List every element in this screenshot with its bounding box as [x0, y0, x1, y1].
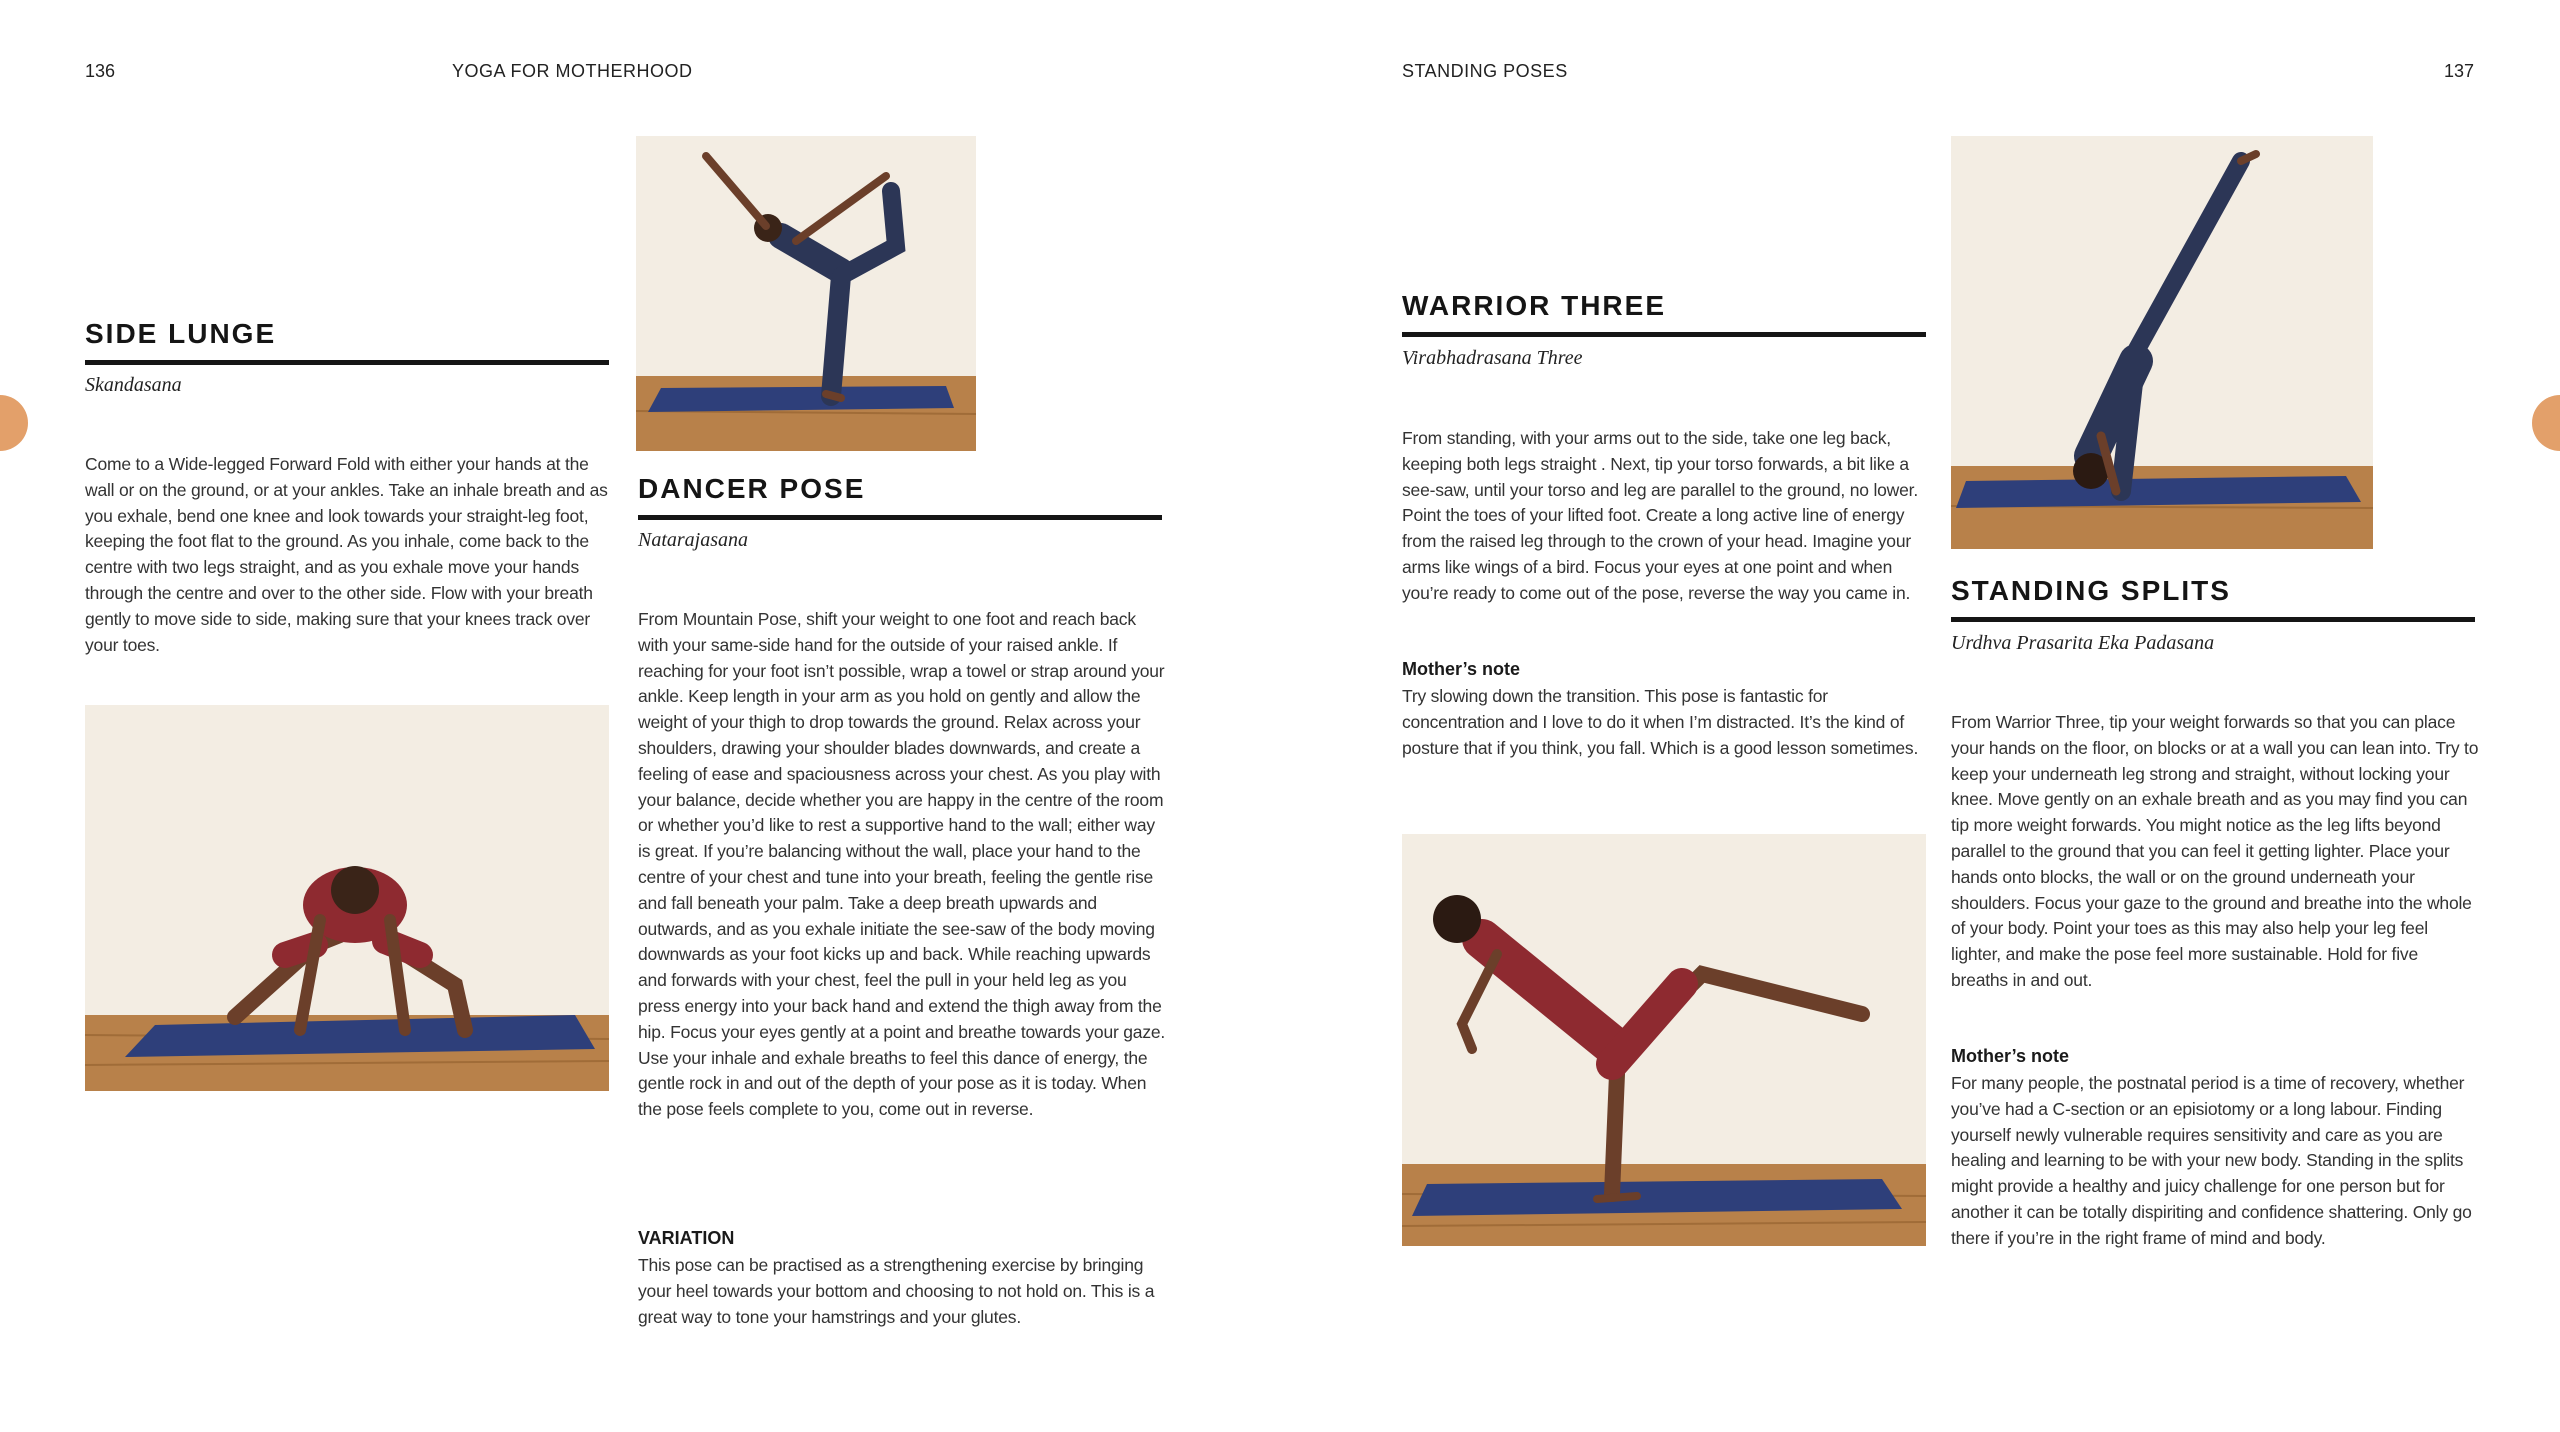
standing-splits-photo: [1951, 136, 2373, 549]
warrior-three-title: WARRIOR THREE: [1402, 290, 1926, 337]
side-lunge-sanskrit: Skandasana: [85, 374, 182, 396]
left-edge-tab: [0, 395, 28, 451]
left-folio: 136: [85, 61, 116, 81]
left-running-head: YOGA FOR MOTHERHOOD: [452, 61, 693, 81]
warrior-three-body: From standing, with your arms out to the side, take one leg back, keeping both legs straight . Next, tip your torso forwards, a bit like a see-saw, until your torso and leg are parallel to the ground, no lower. Point the toes of your lifted foot. Create a long active line of energy from the raised leg through to the crown of your head. Imagine your arms like wings of a bird. Focus your eyes at one point and when you’re ready to come out of the pose, reverse the way you came in.: [1402, 428, 1918, 603]
standing-splits-note-heading: Mother’s note: [1951, 1046, 2070, 1066]
dancer-pose-title: DANCER POSE: [638, 473, 1162, 520]
warrior-three-note-heading: Mother’s note: [1402, 659, 1521, 679]
standing-splits-sanskrit: Urdhva Prasarita Eka Padasana: [1951, 632, 2215, 654]
side-lunge-body: Come to a Wide-legged Forward Fold with either your hands at the wall or on the ground, or at your ankles. Take an inhale breath and as you exhale, bend one knee and look towards your straight-leg foot, keeping the foot flat to the ground. As you inhale, come back to the centre with two legs straight, and as you exhale move your hands through the centre and over to the other side. Flow with your breath gently to move side to side, making sure that your knees track over your toes.: [85, 454, 608, 655]
side-lunge-photo: [85, 705, 609, 1091]
warrior-three-sanskrit: Virabhadrasana Three: [1402, 347, 1583, 369]
warrior-three-photo: [1402, 834, 1926, 1246]
right-edge-tab: [2532, 395, 2560, 451]
standing-splits-body: From Warrior Three, tip your weight forwards so that you can place your hands on the floor, on blocks or at a wall you can lean into. Try to keep your underneath leg strong and straight, without locking your knee. Move gently on an exhale breath and as you may find you can tip more weight forwards. You might notice as the leg lifts beyond parallel to the ground that you can feel it getting lighter. Place your hands onto blocks, the wall or on the ground underneath your shoulders. Focus your gaze to the ground and breathe into the whole of your body. Point your toes as this may also help your leg feel lighter, and make the pose feel more sustainable. Hold for five breaths in and out.: [1951, 712, 2479, 990]
standing-splits-note-body: For many people, the postnatal period is a time of recovery, whether you’ve had a C-section or an episiotomy or a long labour. Finding yourself newly vulnerable requires sensitivity and care as you are healing and learning to be with your new body. Standing in the splits might provide a healthy and juicy challenge for one person but for another it can be totally dispiriting and confidence shattering. Only go there if you’re in the right frame of mind and body.: [1951, 1073, 2472, 1248]
right-folio: 137: [2444, 61, 2475, 81]
dancer-pose-body: From Mountain Pose, shift your weight to one foot and reach back with your same-side hand for the outside of your raised ankle. If reaching for your foot isn’t possible, wrap a towel or strap around your ankle. Keep length in your arm as you hold on gently and allow the weight of your thigh to drop towards the ground. Relax across your shoulders, drawing your shoulder blades downwards, and create a feeling of ease and spaciousness across your chest. As you play with your balance, decide whether you are happy in the centre of the room or whether you’d like to rest a supportive hand to the wall; either way is great. If you’re balancing without the wall, place your hand to the centre of your chest and tune into your breath, feeling the gentle rise and fall beneath your palm. Take a deep breath upwards and outwards, and as you exhale initiate the see-saw of the body moving downwards as your foot kicks up and back. While reaching upwards and forwards with your chest, feel the pull in your held leg as you press energy into your back hand and extend the thigh away from the hip. Focus your eyes gently at a point and breathe towards your gaze. Use your inhale and exhale breaths to feel this dance of energy, the gentle rock in and out of the depth of your pose as it is today. When the pose feels complete to you, come out in reverse.: [638, 609, 1166, 1120]
warrior-three-note-body: Try slowing down the transition. This pose is fantastic for concentration and I love to do it when I’m distracted. It’s the kind of posture that if you think, you fall. Which is a good lesson sometimes.: [1402, 686, 1919, 758]
dancer-variation-body: This pose can be practised as a strengthening exercise by bringing your heel towards your bottom and choosing to not hold on. This is a great way to tone your hamstrings and your glutes.: [638, 1255, 1155, 1327]
dancer-pose-photo: [636, 136, 976, 451]
standing-splits-title: STANDING SPLITS: [1951, 575, 2475, 622]
dancer-pose-sanskrit: Natarajasana: [638, 529, 749, 551]
right-running-head: STANDING POSES: [1402, 61, 1568, 81]
side-lunge-title: SIDE LUNGE: [85, 318, 609, 365]
dancer-variation-heading: VARIATION: [638, 1228, 735, 1248]
